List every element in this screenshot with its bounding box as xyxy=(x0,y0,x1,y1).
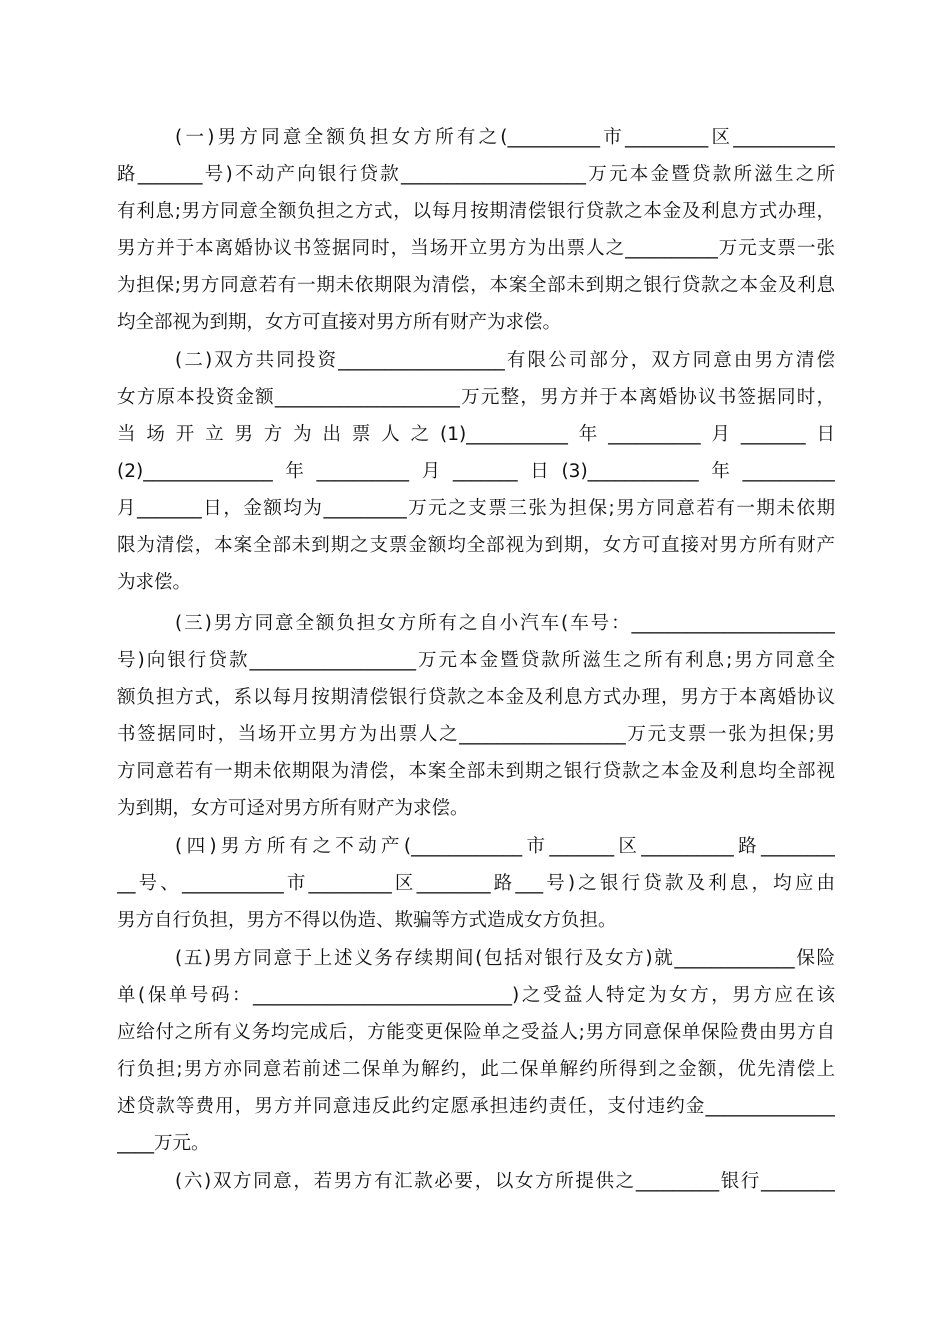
text-line: 为担保;男方同意若有一期未依期限为清偿，本案全部未到期之银行贷款之本金及利息 xyxy=(117,275,835,296)
text-line: 行负担;男方亦同意若前述二保单为解约，此二保单解约所得到之金额，优先清偿上 xyxy=(117,1059,835,1080)
text-line: 为到期，女方可迳对男方所有财产为求偿。 xyxy=(117,798,469,819)
text-line: 为求偿。 xyxy=(117,572,192,593)
text-line: 男方并于本离婚协议书签据同时，当场开立男方为出票人之__________万元支票一张 xyxy=(117,238,835,259)
text-line: 应给付之所有义务均完成后，方能变更保险单之受益人;男方同意保单保险费由男方自 xyxy=(117,1022,835,1043)
text-line: (2)______________年__________月_______日(3)____________年__________ xyxy=(117,461,835,482)
text-line: 男方自行负担，男方不得以伪造、欺骗等方式造成女方负担。 xyxy=(117,910,617,931)
text-line: 书签据同时，当场开立男方为出票人之__________________万元支票一张为担保;男 xyxy=(117,724,835,745)
text-line: (二)双方共同投资__________________有限公司部分，双方同意由男方清偿 xyxy=(175,350,835,371)
text-line: (五)男方同意于上述义务存续期间(包括对银行及女方)就_____________保险 xyxy=(175,948,835,969)
text-line: (四)男方所有之不动产(____________市_______区__________路________ xyxy=(175,836,835,857)
text-line: 述贷款等费用，男方并同意违反此约定愿承担违约责任，支付违约金______________ xyxy=(117,1096,835,1117)
text-line: 号)向银行贷款__________________万元本金暨贷款所滋生之所有利息;男方同意全 xyxy=(117,650,835,671)
text-line: 方同意若有一期未依期限为清偿，本案全部未到期之银行贷款之本金及利息均全部视 xyxy=(117,761,835,782)
text-line: (三)男方同意全额负担女方所有之自小汽车(车号：______________________ xyxy=(175,613,835,634)
text-line: (一)男方同意全额负担女方所有之(__________市_________区___________ xyxy=(175,127,835,148)
text-line: 均全部视为到期，女方可直接对男方所有财产为求偿。 xyxy=(117,312,562,333)
text-line: ____万元。 xyxy=(117,1133,210,1154)
text-line: 路_______号)不动产向银行贷款____________________万元本金暨贷款所滋生之所 xyxy=(117,164,835,185)
text-line: 女方原本投资金额____________________万元整，男方并于本离婚协议书签据同时， xyxy=(117,387,835,408)
text-line: 有利息;男方同意全额负担之方式，以每月按期清偿银行贷款之本金及利息方式办理， xyxy=(117,201,835,222)
text-line: __号、___________市_________区________路___号)之银行贷款及利息，均应由 xyxy=(117,873,835,894)
text-line: 单(保单号码：____________________________)之受益人特定为女方，男方应在该 xyxy=(117,985,835,1006)
text-line: 限为清偿，本案全部未到期之支票金额均全部视为到期，女方可直接对男方所有财产 xyxy=(117,535,835,556)
text-line: 额负担方式，系以每月按期清偿银行贷款之本金及利息方式办理，男方于本离婚协议 xyxy=(117,687,835,708)
text-line: 月_______日，金额均为_________万元之支票三张为担保;男方同意若有一期未依期 xyxy=(117,498,835,519)
text-line: (六)双方同意，若男方有汇款必要，以女方所提供之_________银行________ xyxy=(175,1171,835,1192)
text-line: 当场开立男方为出票人之(1)___________年__________月_______日 xyxy=(117,424,835,445)
